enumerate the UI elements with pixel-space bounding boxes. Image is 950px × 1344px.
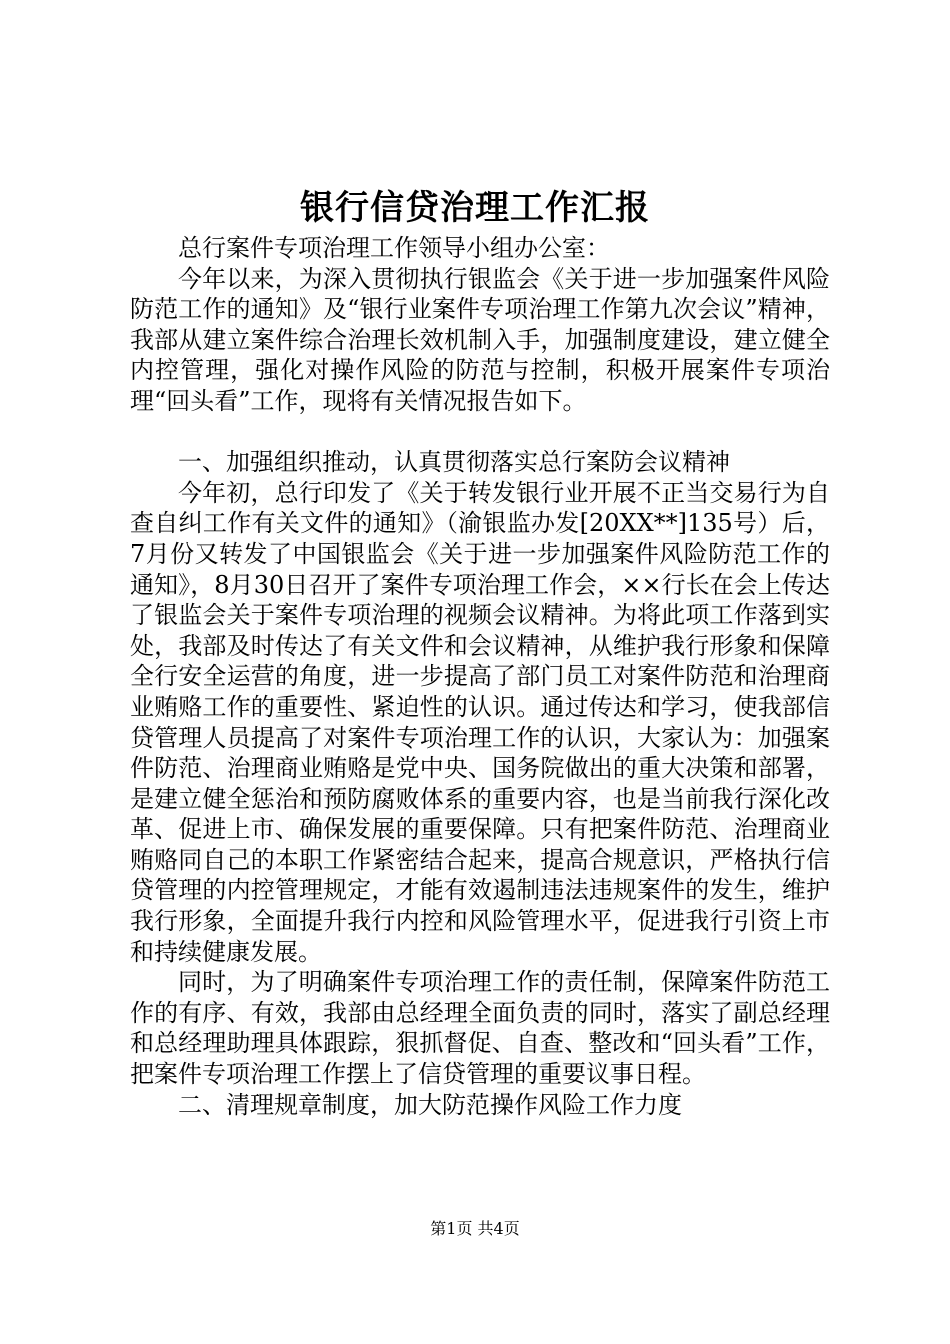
paragraph-spacer xyxy=(130,417,830,448)
salutation: 总行案件专项治理工作领导小组办公室： xyxy=(178,234,610,262)
page-footer: 第1页 共4页 xyxy=(430,1219,520,1238)
section-1-paragraph-2: 同时，为了明确案件专项治理工作的责任制，保障案件防范工作的有序、有效，我部由总经理全面负责的同时，落实了副总经理和总经理助理具体跟踪，狠抓督促、自查、整改和“回头看”工作，把案件专项治理工作摆上了信贷管理的重要议事日程。 xyxy=(130,968,830,1089)
document-title: 银行信贷治理工作汇报 xyxy=(300,188,650,228)
section-1-heading: 一、加强组织推动，认真贯彻落实总行案防会议精神 xyxy=(178,448,730,477)
document-body xyxy=(130,233,830,1120)
section-1-paragraph-1: 今年初，总行印发了《关于转发银行业开展不正当交易行为自查自纠工作有关文件的通知》（渝银监办发[20XX**]135号）后，7月份又转发了中国银监会《关于进一步加强案件风险防范工作的通知》，8月30日召开了案件专项治理工作会，××行长在会上传达了银监会关于案件专项治理的视频会议精神。为将此项工作落到实处，我部及时传达了有关文件和会议精神，从维护我行形象和保障全行安全运营的角度，进一步提高了部门员工对案件防范和治理商业贿赂工作的重要性、紧迫性的认识。通过传达和学习，使我部信贷管理人员提高了对案件专项治理工作的认识，大家认为：加强案件防范、治理商业贿赂是党中央、国务院做出的重大决策和部署，是建立健全惩治和预防腐败体系的重要内容，也是当前我行深化改革、促进上市、确保发展的重要保障。只有把案件防范、治理商业贿赂同自己的本职工作紧密结合起来，提高合规意识，严格执行信贷管理的内控管理规定，才能有效遏制违法违规案件的发生，维护我行形象，全面提升我行内控和风险管理水平，促进我行引资上市和持续健康发展。 xyxy=(130,478,830,966)
section-2-heading: 二、清理规章制度，加大防范操作风险工作力度 xyxy=(178,1090,682,1119)
intro-paragraph: 今年以来，为深入贯彻执行银监会《关于进一步加强案件风险防范工作的通知》及“银行业案件专项治理工作第九次会议”精神，我部从建立案件综合治理长效机制入手，加强制度建设，建立健全内控管理，强化对操作风险的防范与控制，积极开展案件专项治理“回头看”工作，现将有关情况报告如下。 xyxy=(130,264,830,415)
